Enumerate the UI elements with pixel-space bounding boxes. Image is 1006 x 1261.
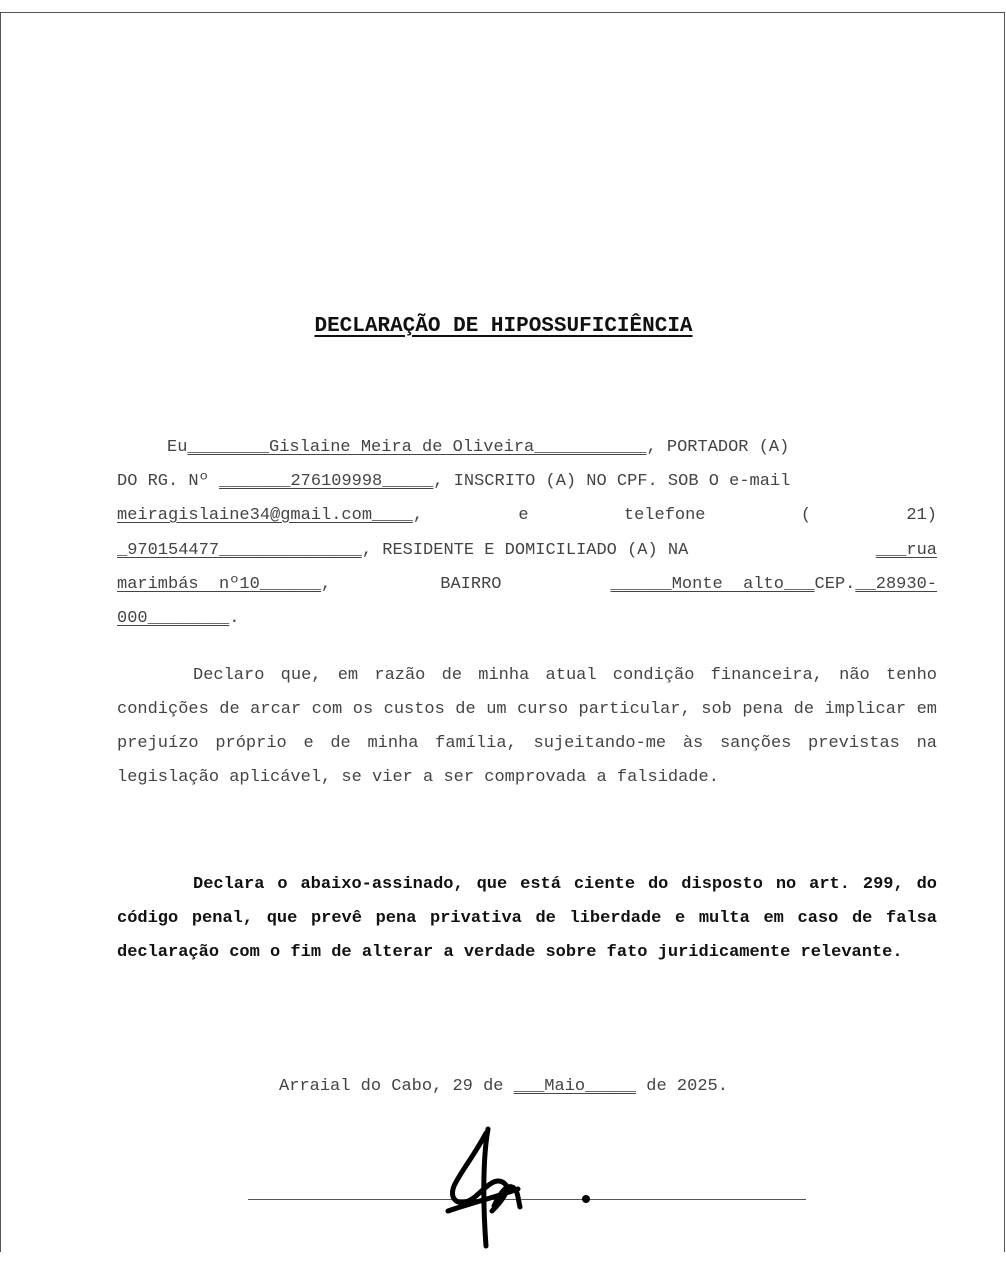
name-field: ________Gislaine Meira de Oliveira___________ bbox=[187, 438, 647, 457]
phone-ddd: 21) bbox=[906, 506, 937, 525]
document-title: DECLARAÇÃO DE HIPOSSUFICIÊNCIA bbox=[314, 315, 693, 338]
bairro-field: ______Monte alto___ bbox=[610, 575, 815, 594]
month-field: ___Maio_____ bbox=[513, 1077, 637, 1096]
place-date: Arraial do Cabo, 29 de ___Maio_____ de 2025. bbox=[279, 1077, 728, 1096]
identification-line-1: Eu________Gislaine Meira de Oliveira___________, PORTADOR (A) bbox=[167, 438, 790, 457]
street-field-end: marimbás nº10______ bbox=[117, 575, 322, 594]
identification-line-2: DO RG. Nº _______276109998_____, INSCRITO (A) NO CPF. SOB O e-mail bbox=[117, 472, 791, 491]
cep-field-start: __28930- bbox=[855, 575, 937, 594]
identification-line-4: _970154477______________, RESIDENTE E DOMICILIADO (A) NA ___rua bbox=[117, 541, 937, 565]
handwritten-signature bbox=[426, 1111, 626, 1261]
identification-line-3: meiragislaine34@gmail.com____, e telefone ( 21) bbox=[117, 506, 937, 530]
identification-line-5: marimbás nº10______, BAIRRO ______Monte alto___CEP.__28930- bbox=[117, 575, 937, 594]
declaration-paragraph: Declaro que, em razão de minha atual condição financeira, não tenho condições de arcar com os custos de um curso particular, sob pena de implicar em prejuízo próprio e de minha família, sujeitando-me às sanções previstas na legislação aplicável, se vier a ser comprovada a falsidade. bbox=[117, 666, 937, 787]
penal-code-paragraph: Declara o abaixo-assinado, que está ciente do disposto no art. 299, do código penal, que prevê pena privativa de liberdade e multa em caso de falsa declaração com o fim de alterar a verdade sobre fato juridicamente relevante. bbox=[117, 875, 937, 962]
identification-line-6: 000________. bbox=[117, 609, 240, 628]
email-field: meiragislaine34@gmail.com____ bbox=[117, 506, 413, 525]
street-field-start: ___rua bbox=[875, 541, 937, 560]
document-page bbox=[0, 12, 1005, 1252]
rg-field: _______276109998_____ bbox=[219, 472, 434, 491]
phone-field: _970154477______________ bbox=[117, 541, 362, 560]
cep-field-end: 000________ bbox=[117, 609, 230, 628]
